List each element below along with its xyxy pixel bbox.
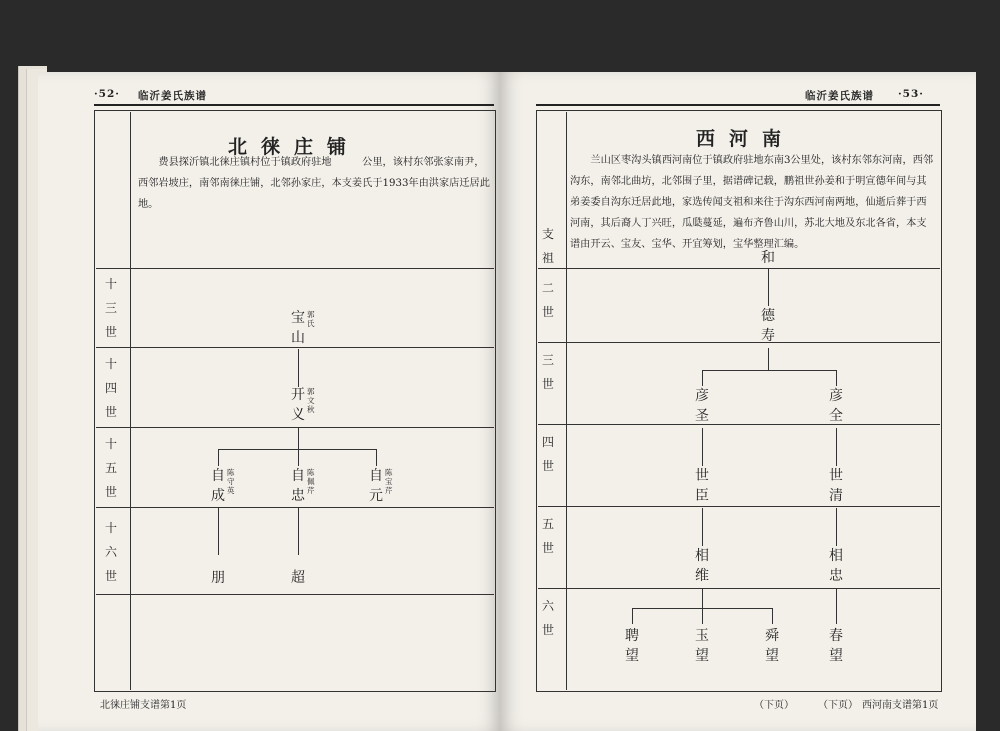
person-chao: 超 — [291, 570, 305, 586]
book-title-right: 临沂姜氏族谱 — [805, 90, 874, 102]
tree-line — [836, 508, 837, 546]
generation-label: 十六世 — [104, 521, 117, 583]
row-divider — [96, 507, 494, 508]
person-zizhong: 自忠 — [291, 468, 305, 504]
branch-title-left: 北徕庄铺 — [228, 136, 361, 158]
row-divider — [538, 342, 940, 343]
generation-label: 十三世 — [104, 277, 117, 339]
branch-intro-left: 费县探沂镇北徕庄镇村位于镇政府驻地 公里，该村东邻张家南尹，西邻岩坡庄，南邻南徕庄铺，北邻孙家庄，本支姜氏于1933年由洪家店迁居此地。 — [138, 157, 490, 210]
row-divider — [96, 594, 494, 595]
generation-label: 四世 — [541, 435, 554, 473]
row-divider — [538, 588, 940, 589]
person-shichen: 世臣 — [695, 468, 709, 504]
person-yanquan: 彦全 — [829, 388, 843, 424]
person-shunwang: 舜望 — [765, 628, 779, 664]
row-divider — [96, 268, 494, 269]
right-page — [500, 72, 976, 731]
tree-line — [298, 507, 299, 555]
generation-label: 支祖 — [541, 227, 554, 265]
header-rule — [536, 104, 940, 106]
branch-intro-right: 兰山区枣沟头镇西河南位于镇政府驻地东南3公里处，该村东邻东河南，西邻沟东，南邻北曲坊，北邻围子里，据谱碑记载，鹏祖世孙姜和于明宣德年间与其弟姜委自沟东迁居此地，家选传闻支祖和来往于沟东西河南两地，仙逝后葬于西河南，其后裔人丁兴旺，瓜瓞蔓延，遍布齐鲁山川，苏北大地及东北各省，本支谱由开云、宝友、宝华、开宜筹划，宝华整理汇编。 — [570, 155, 934, 250]
spouse-note: 陈宝芹 — [385, 468, 393, 495]
generation-label: 二世 — [541, 281, 554, 319]
person-baoshan: 宝山 — [291, 310, 305, 346]
generation-label: 十五世 — [104, 437, 117, 499]
tree-line — [702, 508, 703, 546]
tree-line — [218, 449, 376, 450]
tree-line — [632, 608, 633, 624]
spouse-note: 陈佩芹 — [307, 468, 315, 495]
tree-line — [218, 507, 219, 555]
tree-line — [768, 348, 769, 370]
next-page-marker: （下页） — [818, 700, 858, 711]
left-page — [38, 72, 500, 731]
spouse-note: 郭文秋 — [307, 387, 315, 414]
page-number-right: ·53· — [898, 88, 924, 100]
person-chunwang: 春望 — [829, 628, 843, 664]
row-divider — [538, 268, 940, 269]
person-ziyuan: 自元 — [369, 468, 383, 504]
tree-line — [702, 428, 703, 466]
next-page-marker: （下页） — [754, 700, 794, 711]
tree-line — [376, 449, 377, 466]
footer-right: 西河南支谱第1页 — [862, 700, 939, 711]
person-xiangzhong: 相忠 — [829, 548, 843, 584]
tree-line — [298, 349, 299, 387]
tree-line — [836, 588, 837, 624]
tree-line — [298, 427, 299, 449]
generation-label: 十四世 — [104, 357, 117, 419]
person-peng: 朋 — [211, 570, 225, 586]
tree-line — [702, 370, 836, 371]
branch-title-right: 西河南 — [696, 128, 796, 150]
generation-label: 五世 — [541, 517, 554, 555]
tree-line — [768, 268, 769, 306]
footer-left: 北徕庄铺支谱第1页 — [100, 700, 187, 711]
tree-line — [772, 608, 773, 624]
row-divider — [538, 506, 940, 507]
generation-label: 三世 — [541, 353, 554, 391]
person-kaiyi: 开义 — [291, 387, 305, 423]
page-number-left: ·52· — [94, 88, 120, 100]
person-yuwang: 玉望 — [695, 628, 709, 664]
generation-label: 六世 — [541, 599, 554, 637]
tree-line — [702, 588, 703, 608]
person-he: 和 — [761, 250, 775, 266]
book-title-left: 临沂姜氏族谱 — [138, 90, 207, 102]
tree-line — [702, 370, 703, 386]
tree-line — [218, 449, 219, 466]
row-divider — [96, 427, 494, 428]
person-pinwang: 聘望 — [625, 628, 639, 664]
header-rule — [94, 104, 494, 106]
spouse-note: 陈守英 — [227, 468, 235, 495]
person-yansheng: 彦圣 — [695, 388, 709, 424]
person-zicheng: 自成 — [211, 468, 225, 504]
person-xiangwei: 相维 — [695, 548, 709, 584]
person-shiqing: 世清 — [829, 468, 843, 504]
spouse-note: 郭氏 — [307, 310, 315, 328]
person-deshou: 德寿 — [761, 308, 775, 344]
tree-line — [702, 608, 703, 624]
tree-line — [836, 370, 837, 386]
tree-line — [298, 449, 299, 466]
row-divider — [538, 424, 940, 425]
tree-line — [836, 428, 837, 466]
